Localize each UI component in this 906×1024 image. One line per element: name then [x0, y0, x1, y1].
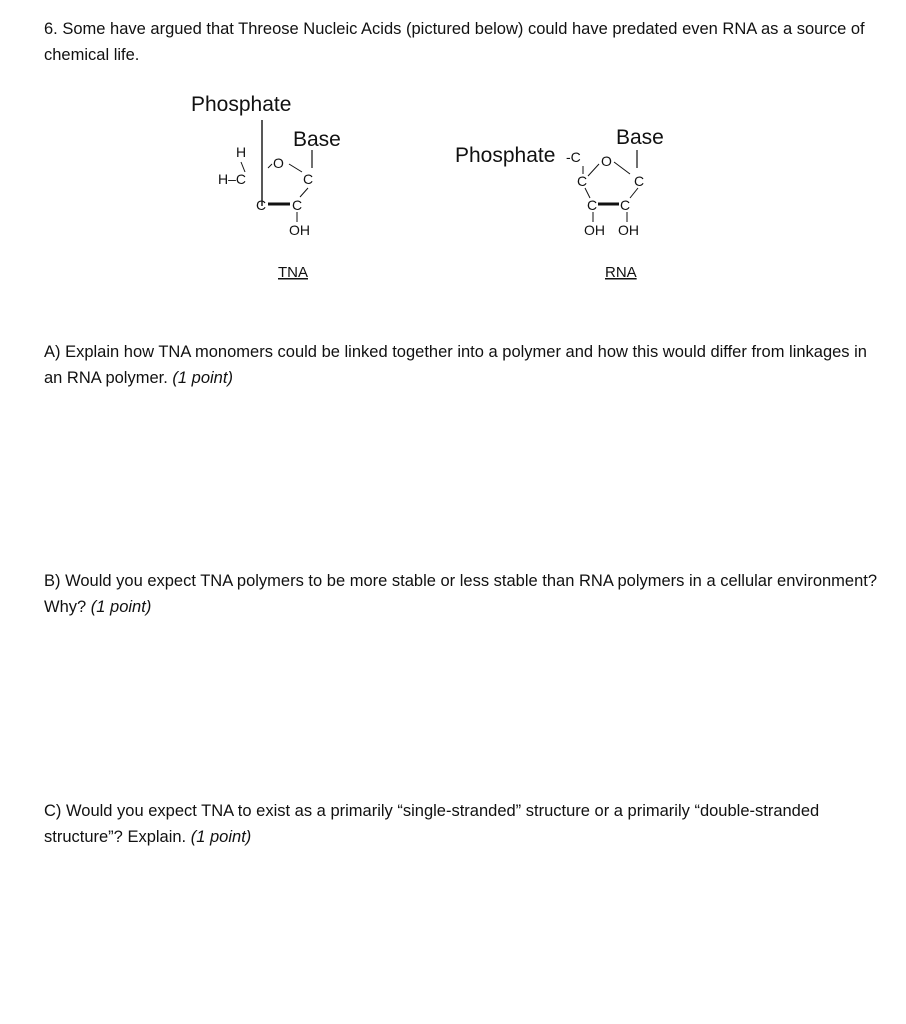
rna-c-left: C: [577, 173, 588, 189]
tna-structure: [191, 93, 341, 281]
tna-c-bottom-right: C: [292, 197, 303, 213]
part-c-text: C) Would you expect TNA to exist as a primarily “single-stranded” structure or a primarily “double-stranded structure”? Explain.: [44, 802, 820, 846]
nucleic-acid-figure: [0, 84, 906, 294]
tna-hc-label: H–C: [218, 171, 247, 187]
rna-c-right: C: [634, 173, 645, 189]
tna-ring-o: O: [273, 155, 284, 171]
rna-c-bottom-left: C: [587, 197, 598, 213]
tna-ring-bond-1: [268, 164, 272, 168]
question-intro: [44, 16, 884, 68]
tna-ring-bond-3: [300, 188, 308, 197]
tna-oh-label: OH: [289, 222, 310, 238]
rna-phosphate-c: -C: [566, 149, 581, 165]
rna-oh-right: OH: [618, 222, 639, 238]
rna-phosphate-label: Phosphate: [455, 144, 556, 167]
rna-c-bottom-right: C: [620, 197, 631, 213]
part-b-points: (1 point): [90, 598, 152, 616]
rna-ring-o: O: [601, 153, 612, 169]
tna-base-label: Base: [293, 128, 341, 151]
rna-structure: [455, 126, 664, 281]
rna-oh-left: OH: [584, 222, 605, 238]
part-b: [44, 568, 884, 620]
rna-ring-bond-4: [630, 188, 638, 198]
tna-h-label: H: [236, 144, 247, 160]
part-a-points: (1 point): [172, 369, 233, 387]
tna-ring-bond-2: [289, 164, 302, 172]
part-c: [44, 798, 884, 850]
part-b-text: B) Would you expect TNA polymers to be more stable or less stable than RNA polymers in a cellular environment? Why?: [44, 572, 878, 616]
tna-c-bottom-left: C: [256, 197, 267, 213]
rna-base-label: Base: [616, 126, 664, 149]
question-intro-text: 6. Some have argued that Threose Nucleic Acids (pictured below) could have predated even RNA as a source of chemical life.: [44, 20, 865, 64]
rna-ring-bond-2: [614, 162, 630, 174]
rna-caption: RNA: [605, 264, 637, 281]
part-a-text: A) Explain how TNA monomers could be linked together into a polymer and how this would differ from linkages in an RNA polymer.: [44, 343, 867, 387]
part-a: [44, 339, 884, 391]
tna-c-right: C: [303, 171, 314, 187]
structures-svg: [0, 84, 906, 294]
tna-phosphate-label: Phosphate: [191, 93, 292, 116]
tna-caption: TNA: [278, 264, 308, 281]
part-c-points: (1 point): [190, 828, 252, 846]
rna-ring-bond-1: [588, 164, 599, 176]
